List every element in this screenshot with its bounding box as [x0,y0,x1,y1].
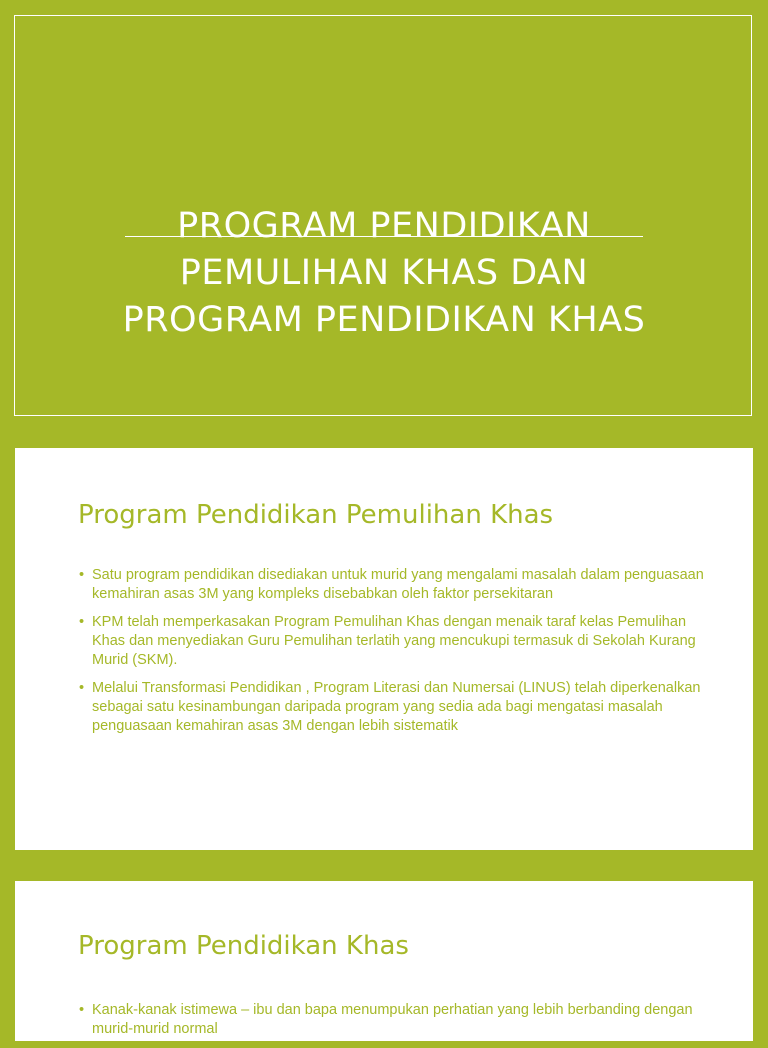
bullet-item: • Kanak-kanak istimewa – ibu dan bapa menumpukan perhatian yang lebih berbanding dengan murid-murid normal [78,1001,718,1039]
title-line-3: PROGRAM PENDIDIKAN KHAS [122,300,646,340]
bullet-list [78,1001,718,1048]
bullet-list [78,566,718,745]
title-line-2: PEMULIHAN KHAS DAN [179,253,589,293]
slide-pemulihan-khas [15,448,753,850]
slide-heading: Program Pendidikan Khas [78,931,409,961]
slide-pendidikan-khas [15,881,753,1041]
bullet-item: • Satu program pendidikan disediakan untuk murid yang mengalami masalah dalam penguasaan kemahiran asas 3M yang kompleks disebabkan oleh faktor persekitaran [78,566,718,604]
slide-title [20,203,748,344]
bullet-item: • Melalui Transformasi Pendidikan , Program Literasi dan Numersai (LINUS) telah diperkenalkan sebagai satu kesinambungan daripada program yang sedia ada bagi mengatasi masalah penguasaan kemahiran asas 3M dengan lebih sistematik [78,679,718,736]
title-slide [0,0,768,432]
bullet-item: • KPM telah memperkasakan Program Pemulihan Khas dengan menaik taraf kelas Pemulihan Khas dan menyediakan Guru Pemulihan terlatih yang mencukupi termasuk di Sekolah Kurang Murid (SKM). [78,613,718,670]
title-line-1: PROGRAM PENDIDIKAN [177,206,591,246]
slide-heading: Program Pendidikan Pemulihan Khas [78,500,554,530]
